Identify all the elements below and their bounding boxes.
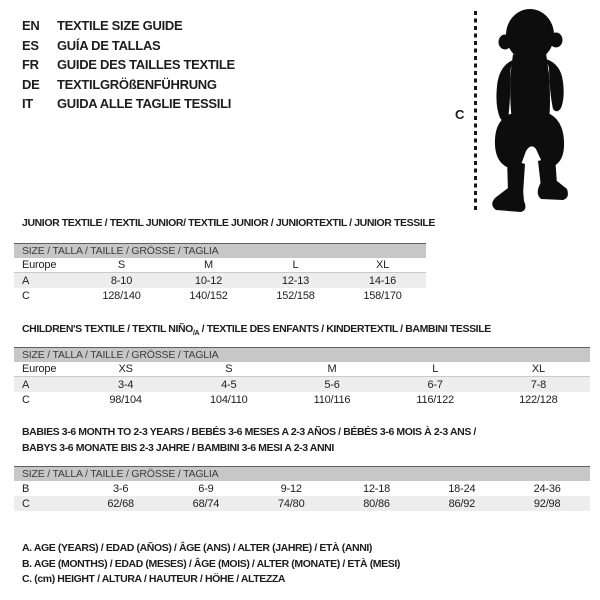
row-label: Europe [22, 259, 57, 271]
language-code: ES [22, 37, 39, 53]
size-cell: L [292, 259, 299, 271]
height-cell: 98/104 [109, 393, 142, 406]
table-row-age [14, 377, 590, 392]
size-cell: M [327, 363, 337, 375]
height-cell: 122/128 [519, 393, 558, 406]
row-label: A [22, 378, 30, 391]
height-cell: 80/86 [363, 497, 390, 510]
language-code: EN [22, 18, 40, 34]
height-cell: 62/68 [107, 497, 134, 510]
children-title-sub: /A [192, 330, 200, 338]
row-label: A [22, 274, 30, 287]
age-cell: 12-13 [281, 274, 310, 287]
children-title-pre: CHILDREN'S TEXTILE / TEXTIL NIÑO [22, 323, 193, 335]
months-cell: 18-24 [448, 482, 476, 495]
size-cell: M [204, 259, 213, 271]
age-cell: 7-8 [530, 378, 546, 391]
row-label: C [22, 393, 30, 406]
row-label: Europe [22, 363, 57, 375]
language-code: FR [22, 57, 39, 73]
language-label: TEXTILE SIZE GUIDE [57, 18, 183, 34]
footnote-c: C. (cm) HEIGHT / ALTURA / HAUTEUR / HÖHE / ALTEZZA [22, 573, 286, 585]
months-cell: 24-36 [533, 482, 561, 495]
height-cell: 104/110 [210, 393, 248, 406]
height-cell: 86/92 [448, 497, 476, 510]
table-row-height [14, 496, 590, 511]
age-cell: 5-6 [324, 378, 340, 391]
size-cell: XL [375, 259, 390, 271]
row-label: C [22, 497, 30, 510]
height-cell: 68/74 [192, 497, 220, 510]
footnotes [22, 542, 400, 589]
age-cell: 10-12 [194, 274, 223, 287]
size-cell: S [117, 259, 126, 271]
toddler-silhouette [483, 8, 577, 214]
height-cell: 74/80 [277, 497, 305, 510]
table-row-height [14, 288, 426, 303]
table-row-height [14, 392, 590, 407]
size-header-bar: SIZE / TALLA / TAILLE / GRÖSSE / TAGLIA [14, 347, 590, 362]
months-cell: 12-18 [362, 482, 391, 495]
height-cell: 152/158 [276, 289, 315, 302]
language-code: IT [22, 96, 33, 112]
height-measure-dotted-line [474, 11, 477, 212]
row-label: B [22, 482, 30, 495]
table-row-months [14, 481, 590, 496]
size-header-bar: SIZE / TALLA / TAILLE / GRÖSSE / TAGLIA [14, 466, 590, 481]
size-cell: XS [118, 363, 133, 375]
age-cell: 14-16 [368, 274, 397, 287]
language-label: GUÍA DE TALLAS [57, 37, 161, 53]
language-row-de [22, 75, 235, 95]
babies-size-table [14, 466, 590, 511]
age-cell: 8-10 [110, 274, 133, 287]
table-row-europe [14, 362, 590, 377]
months-cell: 6-9 [198, 482, 214, 495]
height-cell: 92/98 [533, 497, 561, 510]
height-cell: 110/116 [313, 393, 351, 406]
language-label: GUIDE DES TAILLES TEXTILE [57, 57, 235, 73]
height-cell: 128/140 [102, 289, 141, 302]
language-row-es [22, 36, 235, 56]
section-title-babies-line1: BABIES 3-6 MONTH TO 2-3 YEARS / BEBÉS 3-6 MESES A 2-3 AÑOS / BÉBÉS 3-6 MOIS À 2-3 ANS / [22, 426, 476, 438]
children-title-post: / TEXTILE DES ENFANTS / KINDERTEXTIL / BAMBINI TESSILE [199, 323, 491, 335]
language-label: GUIDA ALLE TAGLIE TESSILI [57, 96, 232, 112]
language-row-en [22, 16, 235, 36]
table-row-age [14, 273, 426, 288]
language-header [22, 16, 235, 114]
size-cell: L [432, 363, 439, 375]
table-row-europe [14, 258, 426, 273]
section-title-junior: JUNIOR TEXTILE / TEXTIL JUNIOR/ TEXTILE JUNIOR / JUNIORTEXTIL / JUNIOR TESSILE [22, 217, 435, 229]
months-cell: 3-6 [112, 482, 129, 495]
children-size-table [14, 347, 590, 407]
footnote-b: B. AGE (MONTHS) / EDAD (MESES) / ÂGE (MOIS) / ALTER (MONATE) / ETÀ (MESI) [22, 557, 400, 570]
age-cell: 6-7 [427, 378, 443, 391]
age-cell: 4-5 [221, 378, 237, 391]
height-cell: 140/152 [189, 289, 228, 302]
footnote-a: A. AGE (YEARS) / EDAD (AÑOS) / ÂGE (ANS) / ALTER (JAHRE) / ETÀ (ANNI) [22, 542, 373, 554]
language-row-fr [22, 55, 235, 75]
months-cell: 9-12 [280, 482, 302, 495]
height-measure-label: C [455, 107, 465, 122]
age-cell: 3-4 [117, 378, 134, 391]
size-cell: XL [531, 363, 545, 375]
language-code: DE [22, 76, 40, 92]
language-label: TEXTILGRÖßENFÜHRUNG [57, 76, 217, 92]
size-header-bar: SIZE / TALLA / TAILLE / GRÖSSE / TAGLIA [14, 243, 426, 258]
size-cell: S [225, 363, 233, 375]
junior-size-table [14, 243, 426, 303]
language-row-it [22, 94, 235, 114]
height-cell: 116/122 [416, 393, 454, 406]
row-label: C [22, 289, 30, 302]
section-title-babies-line2: BABYS 3-6 MONATE BIS 2-3 JAHRE / BAMBINI 3-6 MESI A 2-3 ANNI [22, 442, 334, 454]
section-title-children [22, 323, 491, 337]
height-cell: 158/170 [363, 289, 402, 302]
